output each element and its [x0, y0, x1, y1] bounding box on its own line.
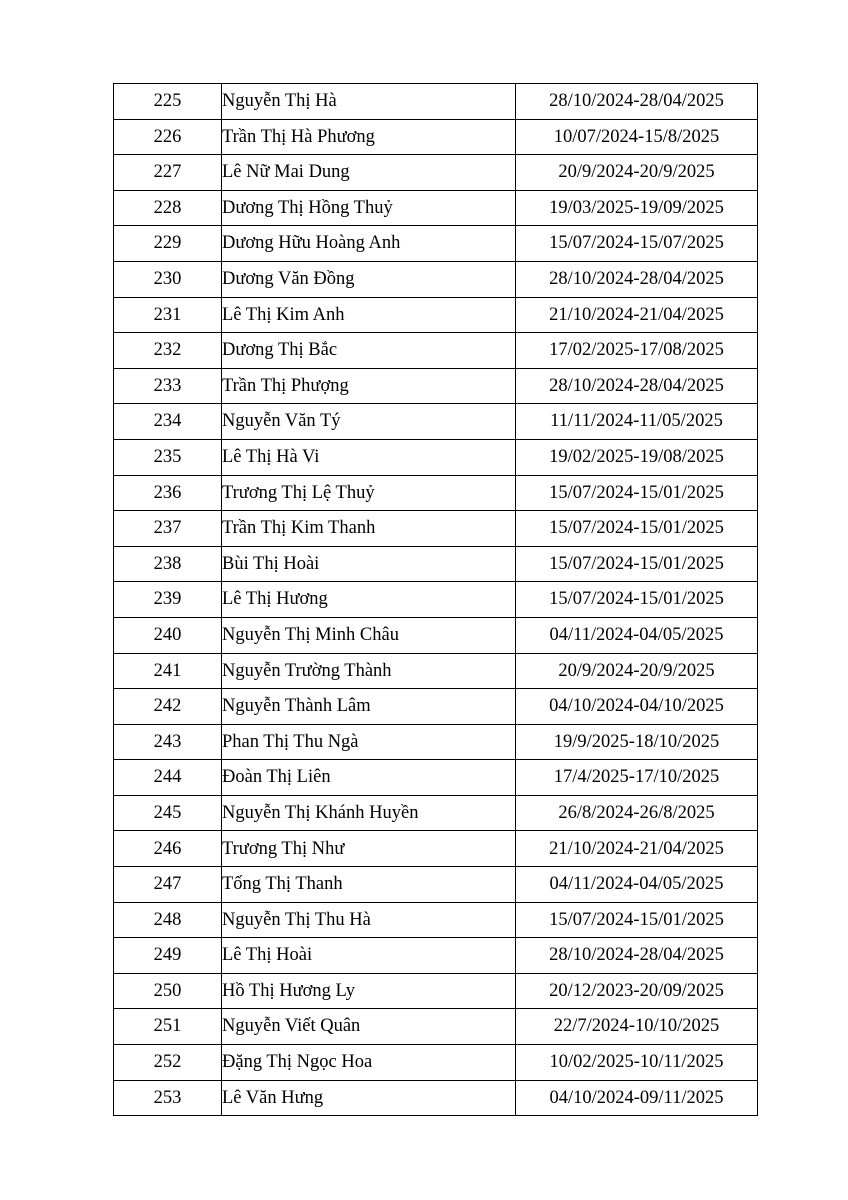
date-range-cell: 20/12/2023-20/09/2025 [516, 973, 758, 1009]
full-name-cell: Lê Văn Hưng [222, 1080, 516, 1116]
date-range-cell: 15/07/2024-15/01/2025 [516, 582, 758, 618]
date-range-cell: 15/07/2024-15/01/2025 [516, 475, 758, 511]
full-name-cell: Nguyễn Thị Thu Hà [222, 902, 516, 938]
roster-table [113, 83, 758, 1116]
row-number-cell: 225 [114, 84, 222, 120]
date-range-cell: 19/9/2025-18/10/2025 [516, 724, 758, 760]
full-name-cell: Lê Thị Hà Vi [222, 439, 516, 475]
table-row [114, 84, 758, 120]
row-number-cell: 238 [114, 546, 222, 582]
table-row [114, 1009, 758, 1045]
row-number-cell: 228 [114, 190, 222, 226]
row-number-cell: 235 [114, 439, 222, 475]
row-number-cell: 248 [114, 902, 222, 938]
table-row [114, 617, 758, 653]
full-name-cell: Lê Thị Hoài [222, 938, 516, 974]
table-row [114, 155, 758, 191]
row-number-cell: 232 [114, 333, 222, 369]
table-row [114, 582, 758, 618]
full-name-cell: Trần Thị Hà Phương [222, 119, 516, 155]
full-name-cell: Dương Hữu Hoàng Anh [222, 226, 516, 262]
table-row [114, 1080, 758, 1116]
date-range-cell: 17/4/2025-17/10/2025 [516, 760, 758, 796]
table-row [114, 760, 758, 796]
row-number-cell: 227 [114, 155, 222, 191]
full-name-cell: Nguyễn Thị Khánh Huyền [222, 795, 516, 831]
row-number-cell: 244 [114, 760, 222, 796]
table-row [114, 119, 758, 155]
full-name-cell: Trương Thị Lệ Thuỷ [222, 475, 516, 511]
date-range-cell: 15/07/2024-15/01/2025 [516, 546, 758, 582]
table-row [114, 546, 758, 582]
row-number-cell: 230 [114, 261, 222, 297]
row-number-cell: 234 [114, 404, 222, 440]
row-number-cell: 226 [114, 119, 222, 155]
row-number-cell: 240 [114, 617, 222, 653]
full-name-cell: Dương Văn Đồng [222, 261, 516, 297]
full-name-cell: Dương Thị Bắc [222, 333, 516, 369]
full-name-cell: Tống Thị Thanh [222, 867, 516, 903]
table-row [114, 973, 758, 1009]
table-row [114, 795, 758, 831]
full-name-cell: Trương Thị Như [222, 831, 516, 867]
date-range-cell: 28/10/2024-28/04/2025 [516, 84, 758, 120]
table-row [114, 653, 758, 689]
full-name-cell: Hồ Thị Hương Ly [222, 973, 516, 1009]
table-row [114, 261, 758, 297]
full-name-cell: Nguyễn Văn Tý [222, 404, 516, 440]
date-range-cell: 19/02/2025-19/08/2025 [516, 439, 758, 475]
full-name-cell: Dương Thị Hồng Thuỷ [222, 190, 516, 226]
table-row [114, 902, 758, 938]
date-range-cell: 26/8/2024-26/8/2025 [516, 795, 758, 831]
row-number-cell: 237 [114, 511, 222, 547]
full-name-cell: Nguyễn Thị Minh Châu [222, 617, 516, 653]
row-number-cell: 231 [114, 297, 222, 333]
full-name-cell: Trần Thị Phượng [222, 368, 516, 404]
full-name-cell: Phan Thị Thu Ngà [222, 724, 516, 760]
date-range-cell: 19/03/2025-19/09/2025 [516, 190, 758, 226]
full-name-cell: Lê Thị Kim Anh [222, 297, 516, 333]
table-row [114, 368, 758, 404]
full-name-cell: Lê Nữ Mai Dung [222, 155, 516, 191]
row-number-cell: 251 [114, 1009, 222, 1045]
date-range-cell: 04/10/2024-04/10/2025 [516, 689, 758, 725]
date-range-cell: 15/07/2024-15/01/2025 [516, 511, 758, 547]
row-number-cell: 239 [114, 582, 222, 618]
full-name-cell: Nguyễn Thành Lâm [222, 689, 516, 725]
table-row [114, 439, 758, 475]
table-row [114, 226, 758, 262]
table-row [114, 190, 758, 226]
document-page [113, 83, 758, 1116]
full-name-cell: Nguyễn Thị Hà [222, 84, 516, 120]
table-row [114, 724, 758, 760]
full-name-cell: Nguyễn Viết Quân [222, 1009, 516, 1045]
date-range-cell: 15/07/2024-15/01/2025 [516, 902, 758, 938]
date-range-cell: 28/10/2024-28/04/2025 [516, 368, 758, 404]
date-range-cell: 22/7/2024-10/10/2025 [516, 1009, 758, 1045]
date-range-cell: 10/07/2024-15/8/2025 [516, 119, 758, 155]
full-name-cell: Lê Thị Hương [222, 582, 516, 618]
full-name-cell: Trần Thị Kim Thanh [222, 511, 516, 547]
date-range-cell: 17/02/2025-17/08/2025 [516, 333, 758, 369]
date-range-cell: 20/9/2024-20/9/2025 [516, 653, 758, 689]
row-number-cell: 229 [114, 226, 222, 262]
date-range-cell: 21/10/2024-21/04/2025 [516, 297, 758, 333]
date-range-cell: 04/10/2024-09/11/2025 [516, 1080, 758, 1116]
table-row [114, 867, 758, 903]
row-number-cell: 236 [114, 475, 222, 511]
row-number-cell: 246 [114, 831, 222, 867]
full-name-cell: Nguyễn Trường Thành [222, 653, 516, 689]
full-name-cell: Đặng Thị Ngọc Hoa [222, 1045, 516, 1081]
date-range-cell: 21/10/2024-21/04/2025 [516, 831, 758, 867]
row-number-cell: 233 [114, 368, 222, 404]
date-range-cell: 15/07/2024-15/07/2025 [516, 226, 758, 262]
row-number-cell: 243 [114, 724, 222, 760]
table-row [114, 1045, 758, 1081]
date-range-cell: 11/11/2024-11/05/2025 [516, 404, 758, 440]
date-range-cell: 04/11/2024-04/05/2025 [516, 617, 758, 653]
table-row [114, 689, 758, 725]
row-number-cell: 241 [114, 653, 222, 689]
date-range-cell: 10/02/2025-10/11/2025 [516, 1045, 758, 1081]
date-range-cell: 28/10/2024-28/04/2025 [516, 938, 758, 974]
roster-table-body [114, 84, 758, 1116]
row-number-cell: 249 [114, 938, 222, 974]
row-number-cell: 247 [114, 867, 222, 903]
row-number-cell: 253 [114, 1080, 222, 1116]
row-number-cell: 252 [114, 1045, 222, 1081]
row-number-cell: 250 [114, 973, 222, 1009]
table-row [114, 511, 758, 547]
table-row [114, 333, 758, 369]
full-name-cell: Đoàn Thị Liên [222, 760, 516, 796]
date-range-cell: 20/9/2024-20/9/2025 [516, 155, 758, 191]
table-row [114, 831, 758, 867]
date-range-cell: 04/11/2024-04/05/2025 [516, 867, 758, 903]
table-row [114, 297, 758, 333]
table-row [114, 475, 758, 511]
table-row [114, 404, 758, 440]
row-number-cell: 242 [114, 689, 222, 725]
row-number-cell: 245 [114, 795, 222, 831]
date-range-cell: 28/10/2024-28/04/2025 [516, 261, 758, 297]
full-name-cell: Bùi Thị Hoài [222, 546, 516, 582]
table-row [114, 938, 758, 974]
